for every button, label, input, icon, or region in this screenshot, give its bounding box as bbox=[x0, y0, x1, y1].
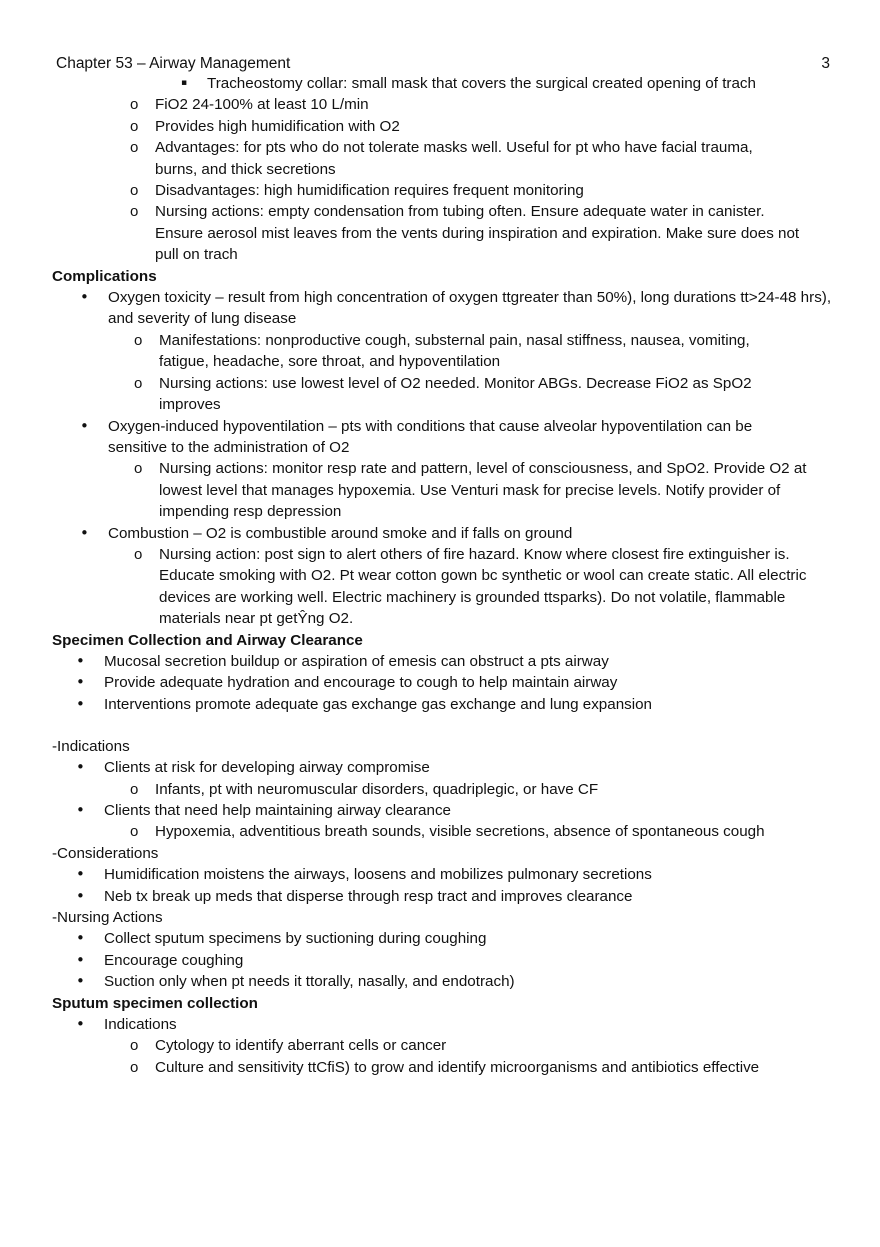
section-heading-complications: Complications bbox=[52, 267, 157, 285]
list-item: • Clients that need help maintaining airway clearance bbox=[52, 800, 842, 821]
list-item: • Indications bbox=[52, 1014, 842, 1035]
bullet-icon: • bbox=[80, 523, 89, 542]
circle-bullet-icon: o bbox=[130, 139, 139, 157]
circle-bullet-icon: o bbox=[134, 331, 143, 349]
list-item: o Disadvantages: high humidification requires frequent monitoring bbox=[52, 180, 842, 201]
list-item: o Nursing actions: use lowest level of O2 needed. Monitor ABGs. Decrease FiO2 as SpO2 improves bbox=[134, 374, 752, 414]
circle-bullet-icon: o bbox=[130, 96, 139, 114]
bullet-icon: • bbox=[76, 694, 85, 713]
bullet-icon: • bbox=[76, 673, 85, 692]
bullet-icon: • bbox=[76, 801, 85, 819]
circle-bullet-icon: o bbox=[130, 203, 139, 221]
list-item: • Clients at risk for developing airway compromise bbox=[52, 757, 842, 778]
spacer bbox=[52, 715, 842, 736]
bullet-icon: • bbox=[76, 651, 85, 670]
list-item: • Collect sputum specimens by suctioning during coughing bbox=[52, 928, 842, 949]
list-item: o Nursing action: post sign to alert others of fire hazard. Know where closest fire extinguisher is. Educate smoking with O2. Pt wear cotton gown bc synthetic or wool can create static. All electric devices are working well. Electric machinery is grounded ttsparks). Do not volatile, flammable materials near pt getŶng O2. bbox=[134, 545, 807, 628]
circle-bullet-icon: o bbox=[134, 545, 143, 563]
circle-bullet-icon: o bbox=[130, 780, 139, 798]
list-item: ▪ Tracheostomy collar: small mask that covers the surgical created opening of trach bbox=[52, 73, 842, 94]
document-body bbox=[52, 73, 842, 1078]
list-item: • Combustion – O2 is combustible around smoke and if falls on ground bbox=[52, 523, 842, 544]
circle-bullet-icon: o bbox=[130, 117, 139, 135]
bullet-icon: • bbox=[80, 288, 89, 307]
list-item: o Hypoxemia, adventitious breath sounds, visible secretions, absence of spontaneous cough bbox=[52, 821, 842, 842]
bullet-icon: • bbox=[76, 929, 85, 948]
square-bullet-icon: ▪ bbox=[181, 78, 188, 88]
list-item: o Infants, pt with neuromuscular disorders, quadriplegic, or have CF bbox=[52, 779, 842, 800]
bullet-icon: • bbox=[76, 1015, 85, 1034]
circle-bullet-icon: o bbox=[134, 460, 143, 478]
bullet-icon: • bbox=[76, 950, 85, 969]
list-item: • Provide adequate hydration and encourage to cough to help maintain airway bbox=[52, 672, 842, 693]
bullet-icon: • bbox=[80, 416, 89, 435]
bullet-icon: • bbox=[76, 865, 85, 884]
circle-bullet-icon: o bbox=[130, 823, 139, 841]
list-item: • Mucosal secretion buildup or aspiration of emesis can obstruct a pts airway bbox=[52, 651, 842, 672]
circle-bullet-icon: o bbox=[130, 1058, 139, 1076]
page-header-title: Chapter 53 – Airway Management bbox=[56, 55, 291, 72]
list-item: • Neb tx break up meds that disperse through resp tract and improves clearance bbox=[52, 886, 842, 907]
list-item: • Humidification moistens the airways, loosens and mobilizes pulmonary secretions bbox=[52, 864, 842, 885]
list-item: o FiO2 24-100% at least 10 L/min bbox=[52, 94, 842, 115]
subsection-label-considerations: -Considerations bbox=[52, 844, 159, 862]
bullet-icon: • bbox=[76, 758, 85, 777]
page-number: 3 bbox=[821, 55, 830, 72]
list-item: • Encourage coughing bbox=[52, 950, 842, 971]
subsection-label-nursing-actions: -Nursing Actions bbox=[52, 909, 163, 927]
list-item: o Cytology to identify aberrant cells or cancer bbox=[52, 1035, 842, 1056]
list-item: • Oxygen toxicity – result from high concentration of oxygen ttgreater than 50%), long durations tt>24-48 hrs), and severity of lung disease bbox=[80, 288, 832, 328]
list-item: o Nursing actions: monitor resp rate and pattern, level of consciousness, and SpO2. Provide O2 at lowest level that manages hypoxemia. Use Venturi mask for precise levels. Notify provider of impending resp depression bbox=[134, 460, 807, 521]
list-item: • Interventions promote adequate gas exchange gas exchange and lung expansion bbox=[52, 694, 842, 715]
subsection-label-indications: -Indications bbox=[52, 737, 130, 755]
circle-bullet-icon: o bbox=[134, 374, 143, 392]
section-heading-specimen: Specimen Collection and Airway Clearance bbox=[52, 631, 363, 649]
list-item: • Oxygen-induced hypoventilation – pts with conditions that cause alveolar hypoventilation can be sensitive to the administration of O2 bbox=[80, 416, 753, 456]
list-item: o Nursing actions: empty condensation from tubing often. Ensure adequate water in canister. Ensure aerosol mist leaves from the vents during inspiration and expiration. Make sure does not pull on trach bbox=[130, 203, 800, 264]
list-item: o Provides high humidification with O2 bbox=[52, 116, 842, 137]
list-item: • Suction only when pt needs it ttorally, nasally, and endotrach) bbox=[52, 971, 842, 992]
list-item: o Manifestations: nonproductive cough, substernal pain, nasal stiffness, nausea, vomiting, fatigue, headache, sore throat, and hypoventilation bbox=[134, 331, 750, 371]
circle-bullet-icon: o bbox=[130, 182, 139, 200]
circle-bullet-icon: o bbox=[130, 1037, 139, 1055]
bullet-icon: • bbox=[76, 886, 85, 905]
list-item: o Culture and sensitivity ttCfiS) to grow and identify microorganisms and antibiotics effective bbox=[52, 1057, 842, 1078]
list-item: o Advantages: for pts who do not tolerate masks well. Useful for pt who have facial trauma, burns, and thick secretions bbox=[130, 139, 753, 178]
bullet-icon: • bbox=[76, 972, 85, 991]
section-heading-sputum: Sputum specimen collection bbox=[52, 994, 258, 1012]
